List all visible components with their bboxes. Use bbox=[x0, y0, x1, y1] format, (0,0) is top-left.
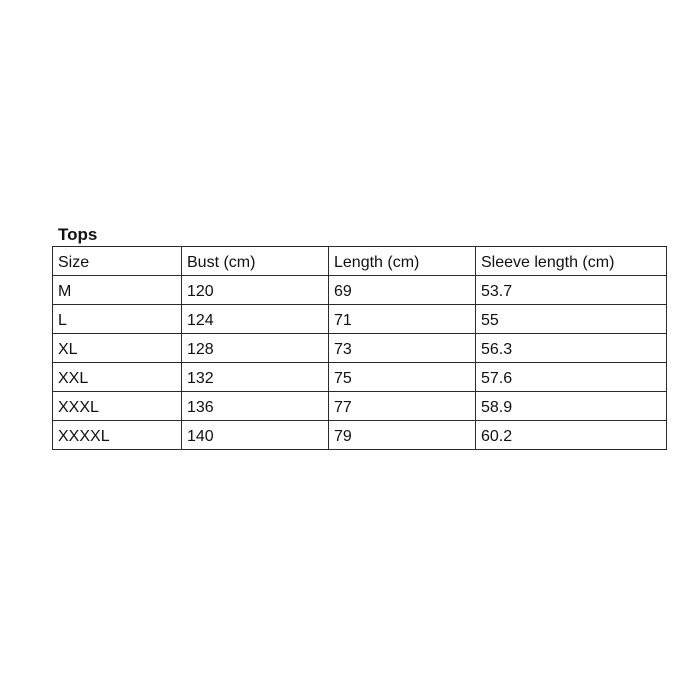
size-cell: XL bbox=[53, 334, 182, 363]
header-cell-size: Size bbox=[53, 247, 182, 276]
bust-cell: 132 bbox=[182, 363, 329, 392]
table-row bbox=[53, 363, 667, 392]
size-cell: XXL bbox=[53, 363, 182, 392]
bust-cell: 140 bbox=[182, 421, 329, 450]
size-cell: XXXL bbox=[53, 392, 182, 421]
table-row bbox=[53, 392, 667, 421]
header-cell-bust: Bust (cm) bbox=[182, 247, 329, 276]
sleeve-length-cell: 55 bbox=[476, 305, 667, 334]
size-cell: L bbox=[53, 305, 182, 334]
header-row bbox=[53, 247, 667, 276]
sleeve-length-cell: 53.7 bbox=[476, 276, 667, 305]
table-row bbox=[53, 305, 667, 334]
length-cell: 73 bbox=[329, 334, 476, 363]
bust-cell: 124 bbox=[182, 305, 329, 334]
header-cell-sleeve-length: Sleeve length (cm) bbox=[476, 247, 667, 276]
table-row bbox=[53, 276, 667, 305]
table-row bbox=[53, 421, 667, 450]
table-row bbox=[53, 334, 667, 363]
length-cell: 71 bbox=[329, 305, 476, 334]
table-title: Tops bbox=[58, 225, 98, 244]
header-cell-length: Length (cm) bbox=[329, 247, 476, 276]
bust-cell: 136 bbox=[182, 392, 329, 421]
size-cell: M bbox=[53, 276, 182, 305]
length-cell: 69 bbox=[329, 276, 476, 305]
bust-cell: 128 bbox=[182, 334, 329, 363]
length-cell: 75 bbox=[329, 363, 476, 392]
sleeve-length-cell: 56.3 bbox=[476, 334, 667, 363]
sleeve-length-cell: 57.6 bbox=[476, 363, 667, 392]
length-cell: 79 bbox=[329, 421, 476, 450]
sleeve-length-cell: 58.9 bbox=[476, 392, 667, 421]
bust-cell: 120 bbox=[182, 276, 329, 305]
sleeve-length-cell: 60.2 bbox=[476, 421, 667, 450]
size-cell: XXXXL bbox=[53, 421, 182, 450]
size-chart-table bbox=[52, 246, 667, 450]
length-cell: 77 bbox=[329, 392, 476, 421]
